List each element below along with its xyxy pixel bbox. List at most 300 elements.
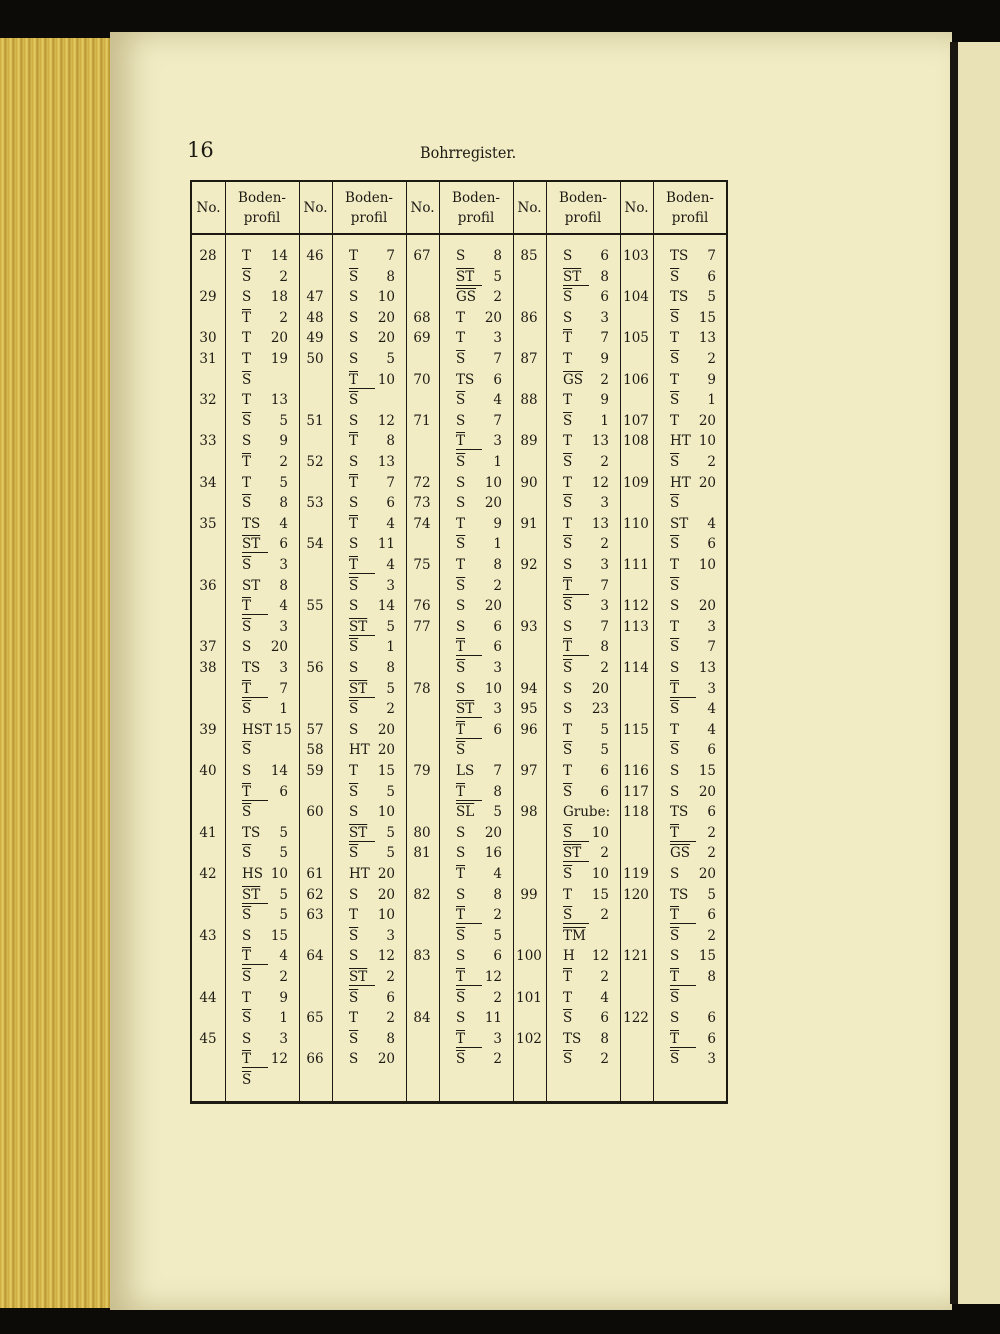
entry-no: 41: [199, 824, 217, 841]
profile-layer: [670, 866, 716, 882]
soil-symbol: T: [670, 412, 680, 429]
layer-depth: 13: [377, 454, 395, 470]
profile-layer: [670, 454, 716, 470]
entry-no: 30: [199, 330, 217, 347]
soil-symbol: $\overline{S}$: [242, 845, 252, 862]
layer-depth: 4: [707, 701, 716, 718]
layer-depth: 13: [591, 515, 609, 532]
layer-depth: 2: [600, 454, 609, 470]
soil-symbol: S: [563, 701, 573, 718]
entry-no: 116: [623, 763, 649, 779]
profile-layer: [563, 990, 609, 1006]
soil-symbol: S: [349, 495, 359, 512]
soil-symbol: $\overline{GS}$: [456, 289, 477, 306]
header-bodenprofil: Boden- profil: [666, 189, 714, 226]
entry-no: 60: [306, 804, 324, 821]
layer-depth: 2: [279, 268, 288, 285]
layer-depth: 20: [377, 330, 395, 347]
profile-layer: [349, 907, 395, 923]
layer-depth: 4: [279, 598, 288, 615]
soil-symbol: $\overline{S}$: [242, 742, 252, 759]
layer-depth: 3: [707, 680, 716, 697]
soil-symbol: $\overline{S}$: [242, 969, 252, 985]
soil-symbol: $\overline{S}$: [563, 1010, 573, 1027]
profile-layer: [670, 907, 716, 924]
layer-depth: 6: [493, 618, 502, 635]
profile-layer: [456, 701, 502, 718]
soil-symbol: T: [242, 351, 252, 367]
soil-symbol: HS: [242, 866, 264, 882]
profile-layer: [242, 269, 288, 285]
profile-layer: [563, 681, 609, 697]
layer-depth: 5: [493, 927, 502, 944]
profile-layer: [456, 475, 502, 491]
soil-symbol: $\overline{S}$: [349, 392, 359, 409]
soil-symbol: $\overline{T}$: [242, 598, 268, 615]
soil-symbol: T: [349, 907, 359, 924]
profile-layer: [563, 619, 609, 635]
soil-symbol: $\overline{ST}$: [563, 269, 589, 286]
profile-layer: [349, 742, 395, 758]
soil-symbol: $\overline{T}$: [349, 433, 359, 450]
entry-no: 28: [199, 248, 217, 264]
layer-depth: 3: [493, 701, 502, 718]
soil-symbol: T: [242, 392, 252, 409]
layer-depth: 15: [591, 886, 609, 903]
layer-depth: 5: [279, 412, 288, 429]
layer-depth: 3: [600, 598, 609, 615]
layer-depth: 2: [600, 907, 609, 924]
soil-symbol: T: [563, 351, 573, 367]
profile-layer: [242, 557, 288, 573]
layer-depth: 5: [279, 907, 288, 924]
profile-layer: [456, 845, 502, 861]
profile-layer: [242, 413, 288, 429]
layer-depth: 3: [493, 330, 502, 347]
layer-depth: 3: [707, 1051, 716, 1068]
entry-no: 92: [520, 557, 538, 573]
soil-symbol: $\overline{T}$: [670, 825, 696, 842]
soil-symbol: T: [670, 371, 680, 388]
layer-depth: 8: [386, 268, 395, 285]
page-stack-edge: [0, 38, 118, 1308]
profile-layer: [670, 433, 716, 449]
soil-symbol: $\overline{T}$: [349, 515, 359, 532]
profile-layer: [242, 454, 288, 470]
soil-symbol: $\overline{ST}$: [242, 887, 268, 904]
column-divider: [546, 182, 547, 1101]
soil-symbol: S: [349, 536, 359, 553]
soil-symbol: T: [563, 989, 573, 1006]
layer-depth: 3: [600, 495, 609, 512]
entry-no: 47: [306, 289, 324, 306]
soil-symbol: S: [563, 680, 573, 697]
profile-layer: [349, 372, 395, 389]
layer-depth: 6: [707, 804, 716, 821]
entry-no: 36: [199, 577, 217, 594]
profile-layer: [349, 598, 395, 614]
soil-symbol: $\overline{ST}$: [349, 969, 375, 986]
entry-no: 119: [623, 866, 649, 882]
layer-depth: 5: [600, 742, 609, 759]
layer-depth: 10: [270, 866, 288, 882]
soil-symbol: $\overline{T}$: [349, 372, 375, 389]
soil-symbol: $\overline{T}$: [456, 907, 482, 924]
profile-layer: [563, 660, 609, 676]
profile-layer: [670, 578, 716, 594]
profile-layer: [349, 969, 395, 986]
layer-depth: 20: [377, 309, 395, 326]
profile-layer: [349, 1031, 395, 1047]
soil-symbol: $\overline{S}$: [563, 783, 573, 800]
header-bodenprofil: Boden- profil: [559, 189, 607, 226]
soil-symbol: T: [349, 763, 359, 779]
soil-symbol: $\overline{S}$: [563, 1051, 573, 1068]
soil-symbol: S: [670, 948, 680, 965]
layer-depth: 5: [279, 474, 288, 491]
soil-symbol: $\overline{ST}$: [456, 701, 482, 718]
soil-symbol: T: [456, 557, 466, 573]
profile-layer: [242, 1010, 288, 1026]
layer-depth: 2: [600, 536, 609, 553]
layer-depth: 5: [493, 804, 502, 821]
layer-depth: 9: [279, 433, 288, 450]
layer-depth: 10: [377, 804, 395, 821]
layer-depth: 5: [386, 618, 395, 635]
profile-layer: [349, 722, 395, 738]
profile-layer: [670, 639, 716, 655]
soil-symbol: $\overline{S}$: [670, 989, 680, 1006]
profile-layer: [456, 1031, 502, 1048]
profile-layer: [456, 454, 502, 470]
layer-depth: 4: [386, 515, 395, 532]
profile-layer: [670, 1051, 716, 1067]
entry-no: 69: [413, 330, 431, 347]
profile-layer: [670, 948, 716, 964]
layer-depth: 20: [270, 330, 288, 347]
profile-layer: [242, 825, 288, 841]
entry-no: 83: [413, 948, 431, 965]
layer-depth: 2: [600, 371, 609, 388]
soil-symbol: S: [456, 618, 466, 635]
entry-no: 31: [199, 351, 217, 367]
header-no: No.: [196, 199, 221, 216]
profile-layer: [456, 969, 502, 986]
layer-depth: 8: [386, 1030, 395, 1047]
soil-symbol: TS: [670, 248, 689, 264]
layer-depth: 10: [484, 474, 502, 491]
profile-layer: [563, 969, 609, 985]
profile-layer: [242, 928, 288, 944]
profile-layer: [349, 310, 395, 326]
header-no: No.: [624, 199, 649, 216]
layer-depth: 8: [386, 433, 395, 450]
soil-symbol: T: [242, 248, 252, 264]
entry-no: 38: [199, 660, 217, 676]
profile-layer: [563, 887, 609, 903]
soil-symbol: $\overline{T}$: [670, 907, 696, 924]
soil-symbol: S: [349, 412, 359, 429]
layer-depth: 3: [279, 1030, 288, 1047]
soil-symbol: S: [456, 412, 466, 429]
profile-layer: [349, 804, 395, 820]
layer-depth: 5: [707, 289, 716, 306]
layer-depth: 2: [493, 989, 502, 1006]
soil-symbol: HT: [349, 866, 370, 882]
layer-depth: 6: [707, 1010, 716, 1027]
layer-depth: 2: [707, 824, 716, 841]
layer-depth: 12: [591, 948, 609, 965]
soil-symbol: T: [456, 515, 466, 532]
profile-layer: [670, 681, 716, 698]
soil-symbol: $\overline{S}$: [670, 536, 680, 553]
entry-no: 90: [520, 474, 538, 491]
entry-no: 102: [516, 1030, 542, 1047]
soil-symbol: $\overline{T}$: [563, 969, 573, 985]
header-bodenprofil: Boden- profil: [452, 189, 500, 226]
entry-no: 39: [199, 721, 217, 738]
profile-layer: [349, 330, 395, 346]
layer-depth: 19: [270, 351, 288, 367]
layer-depth: 4: [493, 866, 502, 882]
profile-layer: [563, 516, 609, 532]
soil-symbol: S: [456, 948, 466, 965]
layer-depth: 7: [707, 639, 716, 656]
soil-symbol: $\overline{S}$: [349, 783, 359, 800]
soil-symbol: $\overline{S}$: [242, 907, 252, 924]
layer-depth: 2: [386, 1010, 395, 1027]
profile-layer: [242, 1031, 288, 1047]
profile-layer: [242, 907, 288, 923]
profile-layer: [670, 536, 716, 552]
soil-symbol: H: [563, 948, 575, 965]
soil-symbol: $\overline{S}$: [349, 1030, 359, 1047]
soil-symbol: $\overline{T}$: [563, 330, 573, 347]
soil-symbol: $\overline{T}$: [670, 681, 696, 698]
profile-layer: [456, 928, 502, 944]
layer-depth: 6: [600, 1010, 609, 1027]
profile-layer: [563, 413, 609, 429]
layer-depth: 5: [386, 783, 395, 800]
soil-symbol: T: [456, 330, 466, 347]
layer-depth: 3: [386, 577, 395, 594]
profile-layer: [670, 887, 716, 903]
soil-symbol: TS: [670, 886, 689, 903]
entry-no: 59: [306, 763, 324, 779]
layer-depth: 7: [600, 330, 609, 347]
entry-no: 51: [306, 412, 324, 429]
layer-depth: 2: [600, 1051, 609, 1068]
header-rule: [192, 233, 726, 235]
layer-depth: 3: [600, 309, 609, 326]
soil-symbol: S: [349, 886, 359, 903]
soil-symbol: T: [242, 330, 252, 347]
soil-symbol: $\overline{T}$: [563, 639, 589, 656]
profile-layer: [349, 701, 395, 717]
entry-no: 44: [199, 989, 217, 1006]
entry-no: 100: [516, 948, 542, 965]
soil-symbol: HST: [242, 721, 273, 738]
header-bodenprofil: Boden- profil: [345, 189, 393, 226]
layer-depth: 20: [377, 886, 395, 903]
profile-layer: [349, 948, 395, 964]
entry-no: 56: [306, 660, 324, 676]
layer-depth: 2: [493, 577, 502, 594]
profile-layer: [242, 392, 288, 408]
soil-symbol: $\overline{T}$: [349, 557, 375, 574]
layer-depth: 4: [279, 948, 288, 965]
soil-symbol: S: [456, 824, 466, 841]
soil-symbol: TS: [563, 1030, 582, 1047]
profile-layer: [242, 701, 288, 717]
soil-symbol: $\overline{S}$: [670, 927, 680, 944]
soil-symbol: S: [349, 454, 359, 470]
profile-layer: [242, 742, 288, 758]
entry-no: 75: [413, 557, 431, 573]
layer-depth: 5: [279, 824, 288, 841]
entry-no: 45: [199, 1030, 217, 1047]
entry-no: 99: [520, 886, 538, 903]
entry-no: 49: [306, 330, 324, 347]
entry-no: 73: [413, 495, 431, 512]
layer-depth: 2: [707, 845, 716, 862]
entry-no: 93: [520, 618, 538, 635]
entry-no: 57: [306, 721, 324, 738]
profile-layer: [563, 763, 609, 779]
profile-layer: [242, 475, 288, 491]
layer-depth: 10: [484, 680, 502, 697]
soil-symbol: $\overline{S}$: [563, 598, 573, 615]
soil-symbol: S: [563, 248, 573, 264]
soil-symbol: $\overline{S}$: [456, 577, 466, 594]
entry-no: 104: [623, 289, 649, 306]
profile-layer: [242, 948, 288, 965]
layer-depth: 2: [600, 969, 609, 985]
column-divider: [225, 182, 226, 1101]
soil-symbol: LS: [456, 763, 475, 779]
soil-symbol: T: [563, 392, 573, 409]
profile-layer: [456, 722, 502, 739]
profile-layer: [456, 310, 502, 326]
soil-symbol: T: [563, 886, 573, 903]
layer-depth: 7: [707, 248, 716, 264]
layer-depth: 6: [279, 783, 288, 800]
layer-depth: 2: [279, 969, 288, 985]
soil-symbol: $\overline{TM}$: [563, 927, 586, 944]
profile-layer: [242, 536, 288, 553]
entry-no: 81: [413, 845, 431, 862]
soil-symbol: $\overline{S}$: [670, 495, 680, 512]
soil-symbol: $\overline{S}$: [670, 268, 680, 285]
profile-layer: [349, 763, 395, 779]
soil-symbol: S: [670, 660, 680, 676]
profile-layer: [563, 825, 609, 842]
profile-layer: [242, 990, 288, 1006]
facing-page: [958, 42, 1000, 1304]
layer-depth: 10: [698, 433, 716, 450]
layer-depth: 6: [493, 948, 502, 965]
layer-depth: 14: [270, 248, 288, 264]
layer-depth: 3: [707, 618, 716, 635]
soil-symbol: T: [670, 618, 680, 635]
layer-depth: 5: [386, 351, 395, 367]
layer-depth: 15: [698, 309, 716, 326]
profile-layer: [349, 557, 395, 574]
profile-layer: [670, 269, 716, 285]
layer-depth: 8: [600, 268, 609, 285]
soil-symbol: S: [456, 1010, 466, 1027]
entry-no: 35: [199, 515, 217, 532]
profile-layer: [456, 660, 502, 676]
header-no: No.: [410, 199, 435, 216]
layer-depth: 5: [386, 824, 395, 841]
profile-layer: [563, 372, 609, 388]
soil-symbol: $\overline{S}$: [563, 660, 573, 676]
profile-layer: [563, 578, 609, 595]
entry-no: 105: [623, 330, 649, 347]
soil-symbol: S: [349, 351, 359, 367]
header-bodenprofil: Boden- profil: [238, 189, 286, 226]
profile-layer: [456, 784, 502, 801]
soil-symbol: $\overline{S}$: [242, 268, 252, 285]
profile-layer: [242, 598, 288, 615]
profile-layer: [242, 578, 288, 594]
soil-symbol: HT: [670, 474, 691, 491]
layer-depth: 12: [591, 474, 609, 491]
soil-symbol: $\overline{S}$: [456, 536, 466, 553]
bohrregister-table: [190, 180, 728, 1104]
profile-layer: [670, 763, 716, 779]
layer-depth: 20: [484, 598, 502, 615]
layer-depth: 4: [707, 721, 716, 738]
profile-layer: [563, 454, 609, 470]
soil-symbol: TS: [242, 824, 261, 841]
profile-layer: [349, 1051, 395, 1067]
soil-symbol: $\overline{S}$: [349, 701, 359, 718]
layer-depth: 5: [279, 845, 288, 862]
layer-depth: 12: [270, 1051, 288, 1068]
layer-depth: 18: [270, 289, 288, 306]
soil-symbol: $\overline{S}$: [242, 557, 252, 573]
soil-symbol: ST: [670, 515, 689, 532]
profile-layer: [670, 1031, 716, 1048]
soil-symbol: T: [563, 763, 573, 779]
soil-symbol: $\overline{T}$: [242, 784, 268, 801]
entry-no: 62: [306, 886, 324, 903]
layer-depth: 9: [493, 515, 502, 532]
entry-no: 89: [520, 433, 538, 450]
soil-symbol: $\overline{T}$: [349, 474, 359, 491]
soil-symbol: S: [242, 289, 252, 306]
soil-symbol: $\overline{S}$: [456, 454, 466, 470]
layer-depth: 5: [493, 268, 502, 285]
soil-symbol: T: [670, 330, 680, 347]
layer-depth: 1: [493, 536, 502, 553]
profile-layer: [456, 866, 502, 882]
profile-layer: [456, 887, 502, 903]
layer-depth: 4: [707, 515, 716, 532]
layer-depth: 1: [386, 639, 395, 656]
profile-layer: [670, 825, 716, 842]
soil-symbol: $\overline{S}$: [349, 927, 359, 944]
layer-depth: 8: [493, 886, 502, 903]
entry-no: 52: [306, 454, 324, 470]
entry-no: 84: [413, 1010, 431, 1027]
soil-symbol: S: [456, 248, 466, 264]
profile-layer: [670, 804, 716, 820]
entry-no: 115: [623, 721, 649, 738]
header-no: No.: [517, 199, 542, 216]
